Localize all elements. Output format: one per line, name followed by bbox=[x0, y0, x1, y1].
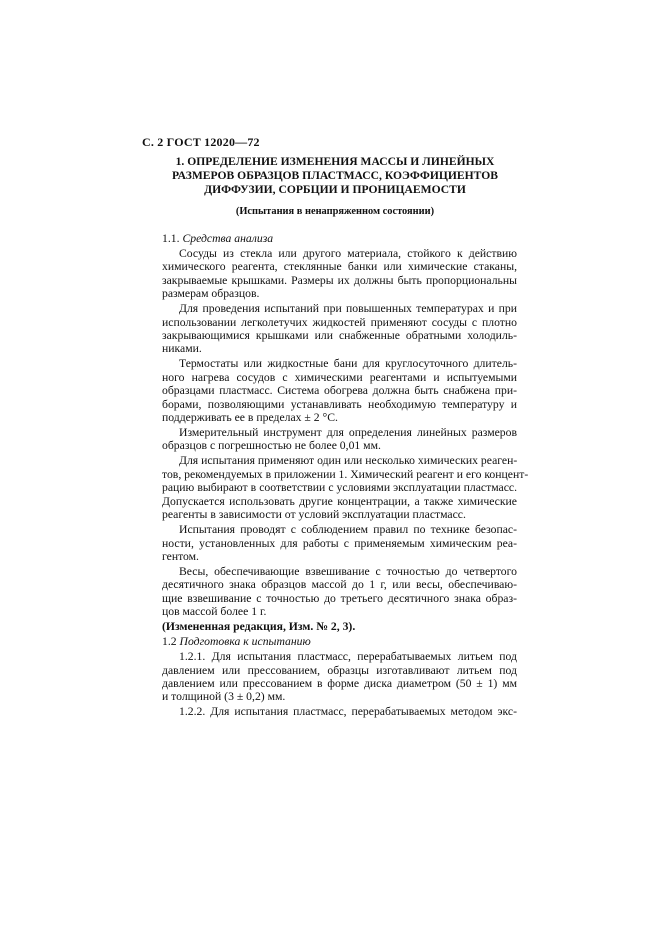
page-header: С. 2 ГОСТ 12020—72 bbox=[142, 135, 260, 149]
text-line: Сосуды из стекла или другого материала, стойкого к действию bbox=[179, 247, 517, 260]
text-line: давлением или прессованием, образцы изготавливают литьем под bbox=[162, 663, 517, 677]
text-line: размерам образцов. bbox=[162, 287, 260, 301]
clause-number: 1.1. bbox=[162, 232, 180, 245]
text-line: никами. bbox=[162, 342, 202, 356]
document-body bbox=[145, 232, 529, 719]
text-line: Для испытания применяют один или несколько химических реаген- bbox=[179, 454, 518, 468]
clause-1-1-heading bbox=[145, 232, 517, 245]
text-line: Термостаты или жидкостные бани для круглосуточного длитель- bbox=[179, 357, 517, 371]
paragraph-vessels bbox=[145, 247, 517, 301]
text-line: борами, позволяющими устанавливать необходимую температуру и bbox=[162, 397, 517, 411]
text-line: десятичного знака образцов массой до 1 г, или весы, обеспечиваю- bbox=[162, 578, 517, 592]
section-title-line: 1. ОПРЕДЕЛЕНИЕ ИЗМЕНЕНИЯ МАССЫ И ЛИНЕЙНЫХ bbox=[175, 155, 495, 168]
text-line: рацию выбирают в соответствии с условиями эксплуатации пластмасс. bbox=[162, 481, 517, 495]
clause-title: Подготовка к испытанию bbox=[179, 635, 311, 649]
paragraph-scales bbox=[145, 565, 517, 619]
paragraph-sealed-vessels bbox=[145, 302, 517, 356]
text-line: использовании легколетучих жидкостей применяют сосуды с плотно bbox=[162, 315, 517, 329]
text-line: тов, рекомендуемых в приложении 1. Химический реагент и его концент- bbox=[162, 467, 529, 481]
paragraph-measuring-tool bbox=[145, 426, 517, 453]
text-line: Измерительный инструмент для определения линейных размеров bbox=[179, 426, 517, 440]
text-line: ного нагрева сосудов с химическими реагентами и испытуемыми bbox=[162, 370, 517, 384]
text-line: поддерживать ее в пределах ± 2 °С. bbox=[162, 411, 338, 425]
text-line: и толщиной (3 ± 0,2) мм. bbox=[162, 690, 286, 704]
clause-title: Средства анализа bbox=[182, 232, 274, 245]
text-line: давлением или прессованием в форме диска диаметром (50 ± 1) мм bbox=[162, 676, 517, 690]
text-line: образцами пластмасс. Система обогрева должна быть снабжена при- bbox=[162, 384, 517, 398]
text-line: закрывающимися крышками или снабженные обратными холодиль- bbox=[162, 329, 517, 343]
amendment-note: (Измененная редакция, Изм. № 2, 3). bbox=[162, 620, 356, 634]
section-subtitle: (Испытания в ненапряженном состоянии) bbox=[235, 206, 435, 217]
paragraph-safety bbox=[145, 523, 517, 563]
clause-number: 1.2 bbox=[162, 635, 177, 649]
text-line: щие взвешивание с точностью до третьего десятичного знака образ- bbox=[162, 591, 517, 605]
text-line: 1.2.2. Для испытания пластмасс, перерабатываемых методом экс- bbox=[179, 705, 517, 719]
text-line: закрываемые крышками. Размеры их должны быть пропорциональны bbox=[162, 273, 517, 287]
text-line: Весы, обеспечивающие взвешивание с точностью до четвертого bbox=[179, 564, 517, 578]
text-line: Для проведения испытаний при повышенных температурах и при bbox=[179, 302, 517, 316]
text-line: цов массой более 1 г. bbox=[162, 605, 267, 619]
text-line: образцов с погрешностью не более 0,01 мм. bbox=[162, 439, 381, 453]
text-line: Допускается использовать другие концентрации, а также химические bbox=[162, 494, 517, 508]
text-line: 1.2.1. Для испытания пластмасс, перерабатываемых литьем под bbox=[179, 650, 517, 664]
section-title-line: РАЗМЕРОВ ОБРАЗЦОВ ПЛАСТМАСС, КОЭФФИЦИЕНТОВ bbox=[172, 169, 498, 183]
clause-1-2-2 bbox=[145, 705, 517, 718]
clause-1-2-heading bbox=[145, 635, 517, 648]
text-line: ности, установленных для работы с применяемым химическим реа- bbox=[162, 536, 517, 550]
text-line: гентом. bbox=[162, 549, 199, 563]
text-line: реагенты в зависимости от условий эксплуатации пластмасс. bbox=[162, 508, 466, 522]
paragraph-reagents bbox=[145, 454, 529, 522]
clause-1-2-1 bbox=[145, 650, 517, 704]
section-title-line: ДИФФУЗИИ, СОРБЦИИ И ПРОНИЦАЕМОСТИ bbox=[204, 183, 466, 197]
text-line: химического реагента, стеклянные банки или химические стаканы, bbox=[162, 260, 517, 274]
section-title bbox=[150, 155, 520, 198]
paragraph-thermostats bbox=[145, 357, 517, 424]
text-line: Испытания проводят с соблюдением правил по технике безопас- bbox=[179, 523, 517, 537]
